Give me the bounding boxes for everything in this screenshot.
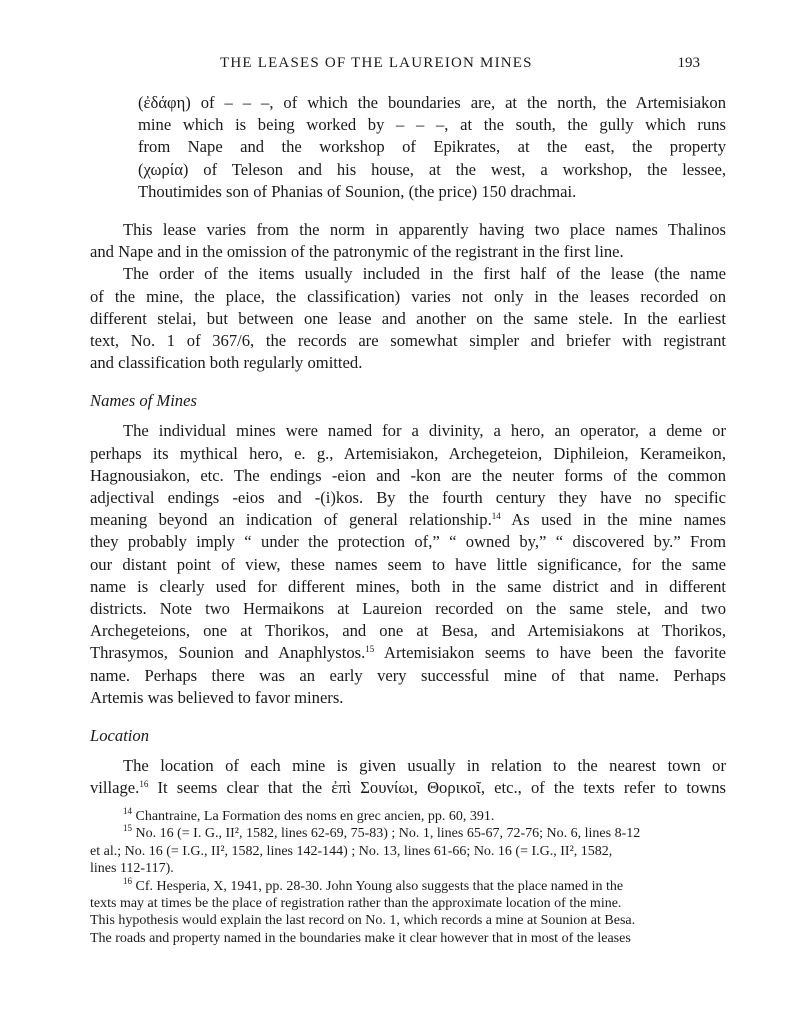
paragraph-location [90,755,726,799]
text-line: text, No. 1 of 367/6, the records are somewhat simpler and briefer with registrant [90,330,726,350]
quote-line: (χωρία) of Teleson and his house, at the west, a workshop, the lessee, [138,159,726,179]
text-line: and Nape and in the omission of the patronymic of the registrant in the first line. [90,242,624,262]
footnote-14 [90,808,726,825]
footnote-marker: 15 [123,823,132,834]
footnote-15 [90,825,726,842]
text-line: adjectival endings -eios and -(i)kos. By the fourth century they have no specific [90,488,726,507]
text-line [90,642,726,664]
text-line: The order of the items usually included in the first half of the lease (the name [123,264,726,284]
text-line [90,777,726,799]
text-span: village. [90,778,140,798]
text-line: they probably imply “ under the protection of,” “ owned by,” “ discovered by.” From [90,532,726,552]
text-line: different stelai, but between one lease and another on the same stele. In the earliest [90,308,726,328]
text-line: The location of each mine is given usually in relation to the nearest town or [123,756,726,776]
footnote-line: The roads and property named in the boundaries make it clear however that in most of the leases [90,930,631,946]
footnote-text: Chantraine, La Formation des noms en grec ancien, pp. 60, 391. [135,809,495,824]
text-line: Artemis was believed to favor miners. [90,687,344,707]
footnote-line: et al.; No. 16 (= I.G., II², 1582, lines 142-144) ; No. 13, lines 61-66; No. 16 (= I.G., II², 1582, [90,843,613,859]
footnote-16 [90,875,726,895]
running-head-title: THE LEASES OF THE LAUREION MINES [220,55,533,71]
text-line: our distant point of view, these names seem to have little significance, for the same [90,554,726,574]
footnote-ref-16[interactable]: 16 [139,779,149,790]
paragraph-item-order [90,263,726,374]
section-heading-names: Names of Mines [90,391,197,411]
text-span: Thrasymos, Sounion and Anaphlystos. [90,643,366,663]
footnote-line: lines 112-117). [90,861,174,877]
running-head [90,55,700,77]
footnote-marker: 16 [123,875,132,886]
quote-line: from Nape and the workshop of Epikrates, at the east, the property [138,137,726,157]
text-line: districts. Note two Hermaikons at Laureion recorded on the same stele, and two [90,598,726,618]
quote-line: mine which is being worked by – – –, at the south, the gully which runs [138,115,726,135]
footnote-marker: 14 [123,806,132,816]
text-line: Hagnousiakon, etc. The endings -eion and -kon are the neuter forms of the common [90,465,726,485]
section-heading-location: Location [90,725,150,745]
footnote-line: This hypothesis would explain the last record on No. 1, which records a mine at Sounion at Besa. [90,913,636,929]
text-line: This lease varies from the norm in apparently having two place names Thalinos [123,219,726,239]
footnote-ref-14[interactable]: 14 [491,511,501,522]
text-span: It seems clear that the ἐπὶ Σουνίωι, Θορικοῖ, etc., of the texts refer to towns [148,778,726,798]
paragraph-names-of-mines [90,420,726,708]
quoted-translation [90,92,726,203]
page-number: 193 [677,55,700,71]
quote-line: Thoutimides son of Phanias of Sounion, (the price) 150 drachmai. [138,181,577,201]
text-line [90,509,726,531]
text-span: As used in the mine names [500,510,726,530]
text-line: name. Perhaps there was an early very successful mine of that name. Perhaps [90,665,726,685]
main-text [90,92,726,799]
footnote-line: texts may at times be the place of registration rather than the approximate location of the mine. [90,895,622,911]
text-span: meaning beyond an indication of general relationship. [90,510,492,530]
footnotes [90,808,726,947]
text-line: and classification both regularly omitted. [90,353,363,373]
footnote-text: No. 16 (= I. G., II², 1582, lines 62-69, 75-83) ; No. 1, lines 65-67, 72-76; No. 6, lines 8-12 [135,826,641,842]
paragraph-lease-variation [90,219,726,263]
text-span: Artemisiakon seems to have been the favorite [374,643,726,663]
text-line: of the mine, the place, the classification) varies not only in the leases recorded on [90,286,726,306]
text-line: name is clearly used for different mines, both in the same district and in different [90,576,726,596]
quote-line: (ἐδάφη) of – – –, of which the boundaries are, at the north, the Artemisiakon [138,93,726,112]
text-line: The individual mines were named for a divinity, a hero, an operator, a deme or [123,421,726,441]
text-line: Archegeteions, one at Thorikos, and one at Besa, and Artemisiakons at Thorikos, [90,621,726,641]
footnote-text: Cf. Hesperia, X, 1941, pp. 28-30. John Young also suggests that the place named in the [135,878,624,894]
text-line: perhaps its mythical hero, e. g., Artemisiakon, Archegeteion, Diphileion, Kerameikon, [90,443,726,463]
footnote-ref-15[interactable]: 15 [365,644,375,655]
